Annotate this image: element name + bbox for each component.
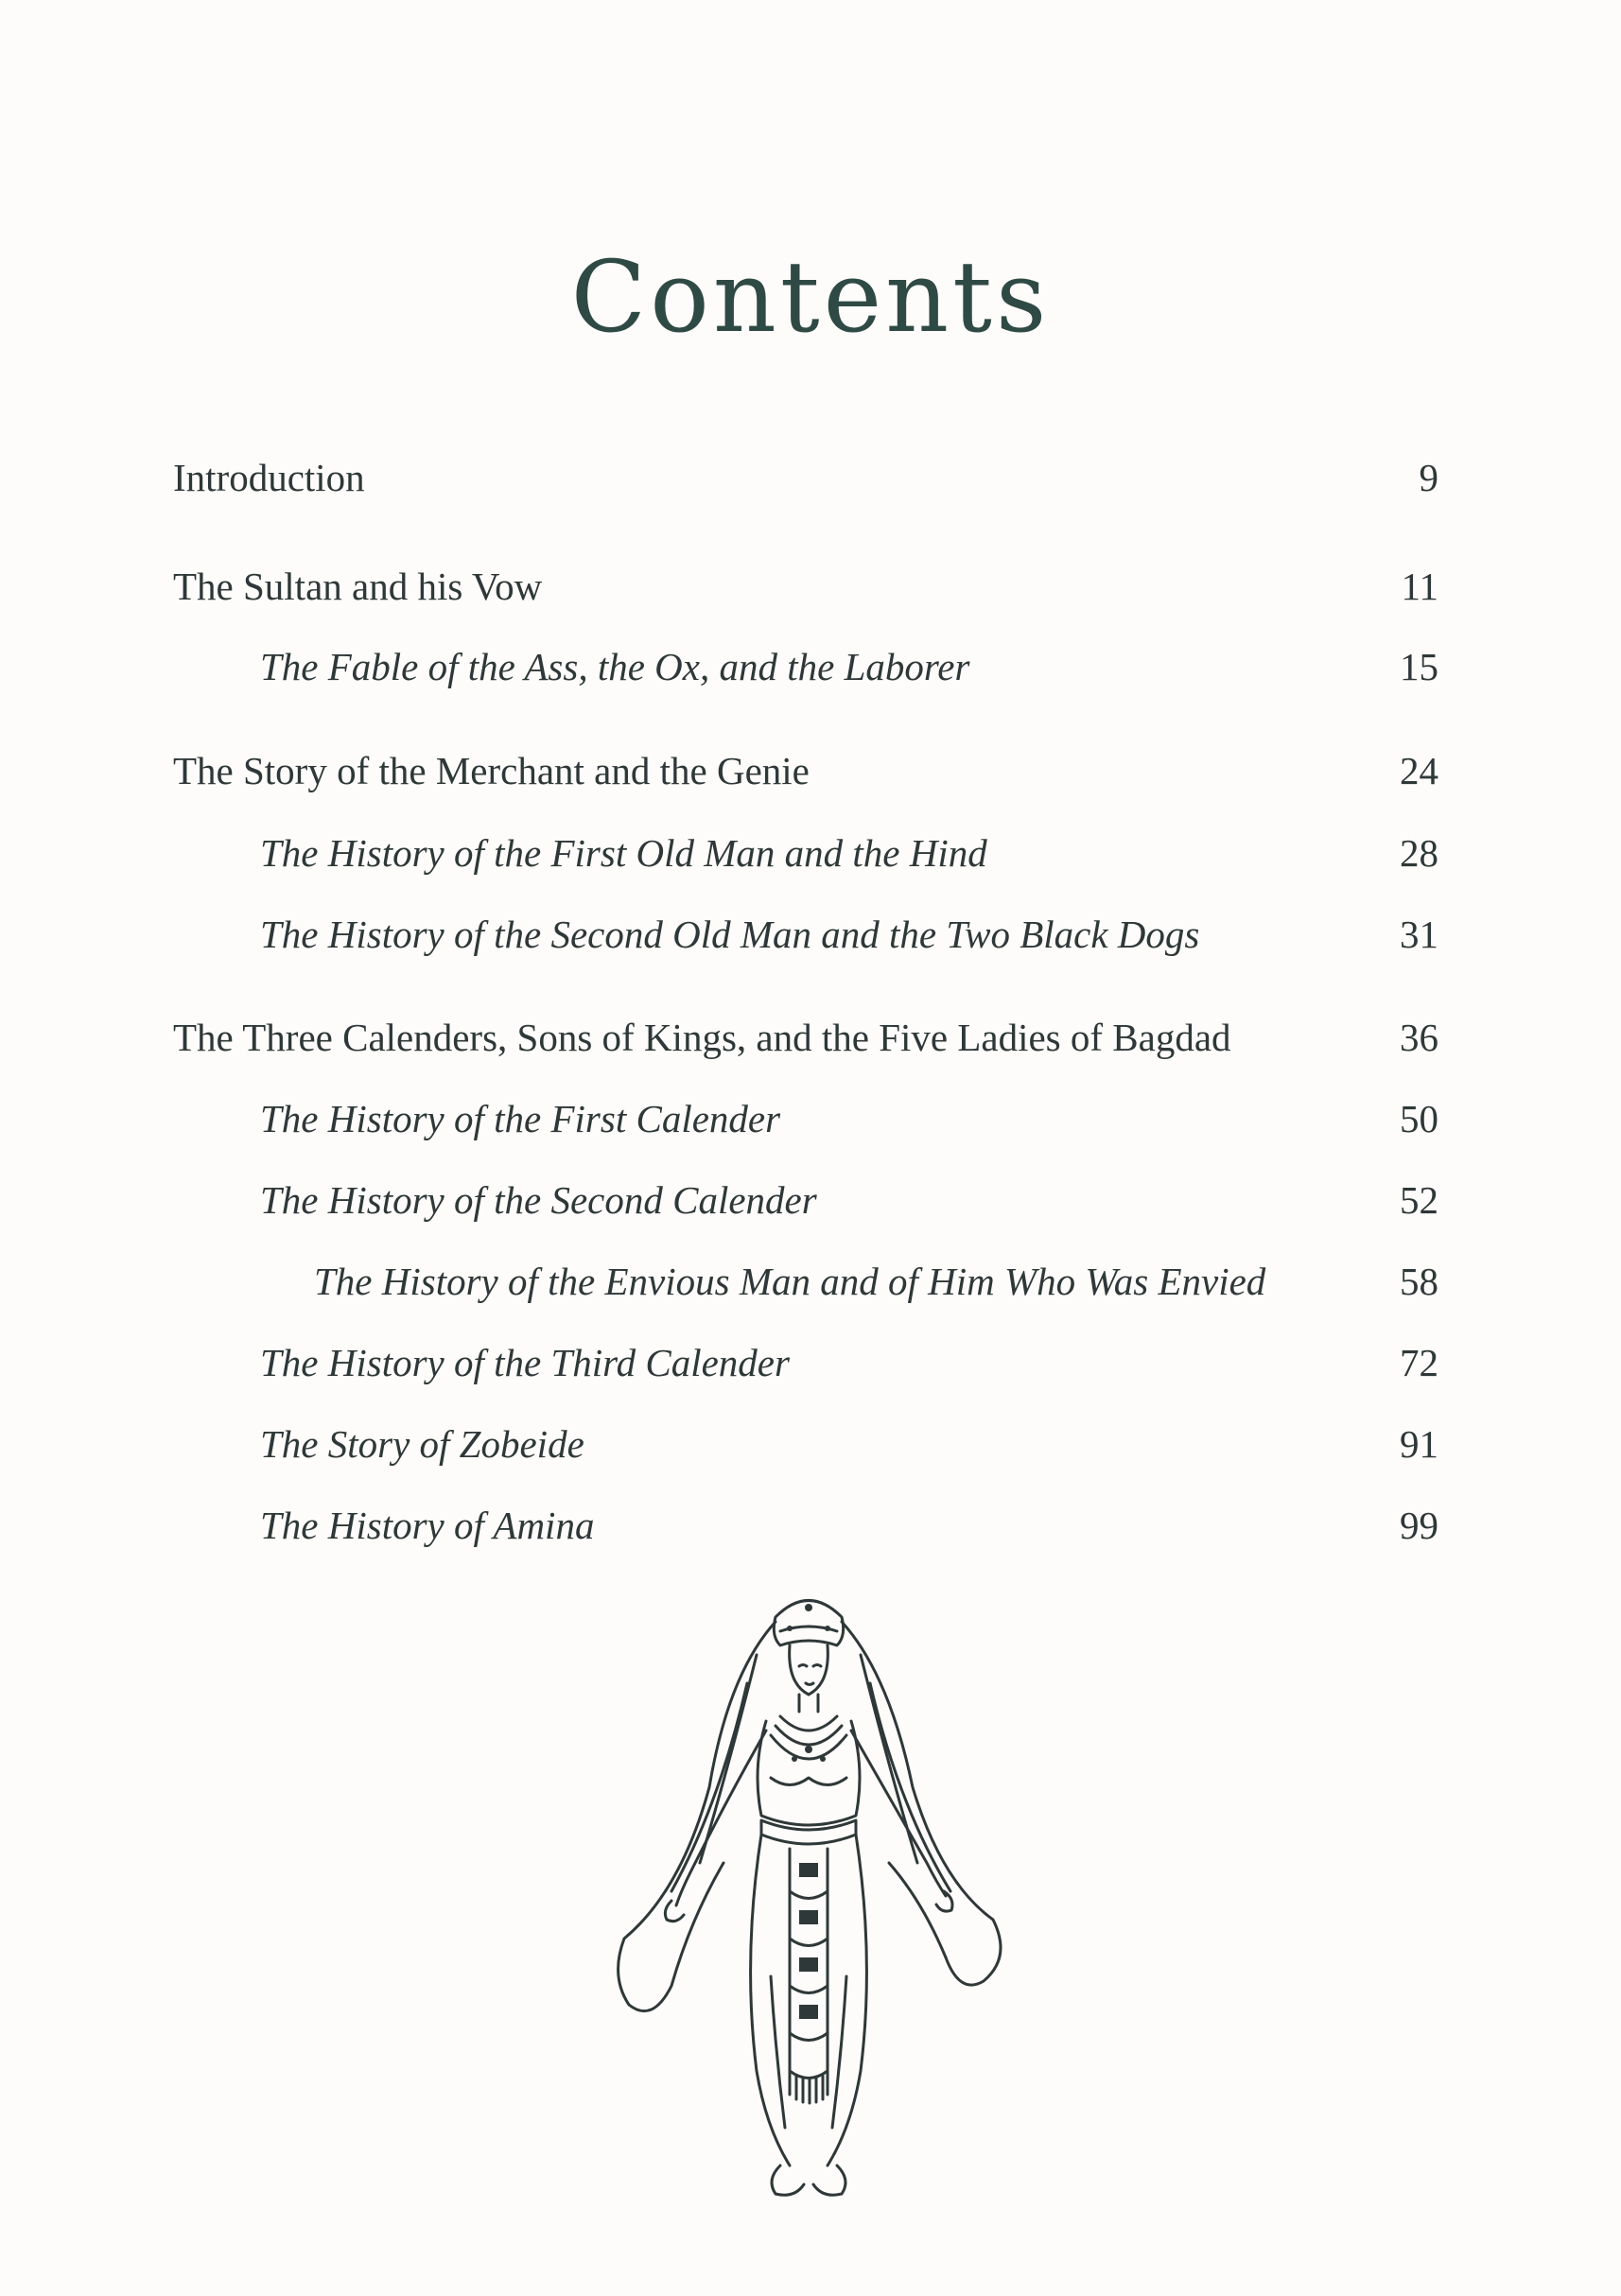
woman-in-veil-illustration: [586, 1579, 1031, 2213]
toc-entry-page: 52: [1400, 1178, 1438, 1222]
toc-entry-label: The History of the Envious Man and of Him Who Was Envied: [314, 1260, 1266, 1303]
toc-entry-page: 36: [1400, 1016, 1438, 1059]
toc-entry-page: 11: [1401, 565, 1438, 608]
toc-entry-label: The Story of the Merchant and the Genie: [173, 749, 810, 792]
toc-entry[interactable]: [0, 1090, 1621, 1147]
toc-entry[interactable]: [0, 825, 1621, 881]
toc-entry[interactable]: [0, 742, 1621, 799]
toc-entry-page: 31: [1400, 913, 1438, 956]
toc-entry[interactable]: [0, 449, 1621, 506]
toc-entry-page: 24: [1400, 749, 1438, 792]
toc-entry[interactable]: [0, 906, 1621, 963]
toc-entry-label: The History of the Second Old Man and the Two Black Dogs: [260, 913, 1200, 956]
toc-entry-label: The Three Calenders, Sons of Kings, and the Five Ladies of Bagdad: [173, 1016, 1231, 1059]
toc-entry-page: 50: [1400, 1097, 1438, 1140]
toc-entry[interactable]: [0, 1172, 1621, 1228]
page-title: Contents: [570, 239, 1051, 355]
toc-entry-label: The History of the Third Calender: [260, 1341, 790, 1384]
toc-entry-label: The Sultan and his Vow: [173, 565, 543, 608]
toc-entry[interactable]: [0, 558, 1621, 615]
toc-entry-label: The History of the First Old Man and the Hind: [260, 831, 987, 875]
toc-entry-page: 91: [1400, 1422, 1438, 1466]
toc-entry[interactable]: [0, 1009, 1621, 1066]
toc-entry[interactable]: [0, 1416, 1621, 1472]
toc-entry-label: The History of the First Calender: [260, 1097, 781, 1140]
toc-entry[interactable]: [0, 1497, 1621, 1554]
toc-entry-page: 9: [1419, 456, 1438, 499]
toc-entry-page: 15: [1400, 645, 1438, 688]
toc-entry-page: 72: [1400, 1341, 1438, 1384]
toc-entry-label: The History of Amina: [260, 1504, 595, 1547]
toc-entry-label: The Story of Zobeide: [260, 1422, 584, 1466]
toc-entry-page: 99: [1400, 1504, 1438, 1547]
toc-entry[interactable]: [0, 638, 1621, 695]
toc-entry[interactable]: [0, 1334, 1621, 1391]
toc-entry-label: The History of the Second Calender: [260, 1178, 817, 1222]
toc-entry[interactable]: [0, 1253, 1621, 1310]
toc-entry-page: 58: [1400, 1260, 1438, 1303]
toc-entry-label: Introduction: [173, 456, 365, 499]
toc-entry-label: The Fable of the Ass, the Ox, and the Laborer: [260, 645, 970, 688]
toc-entry-page: 28: [1400, 831, 1438, 875]
